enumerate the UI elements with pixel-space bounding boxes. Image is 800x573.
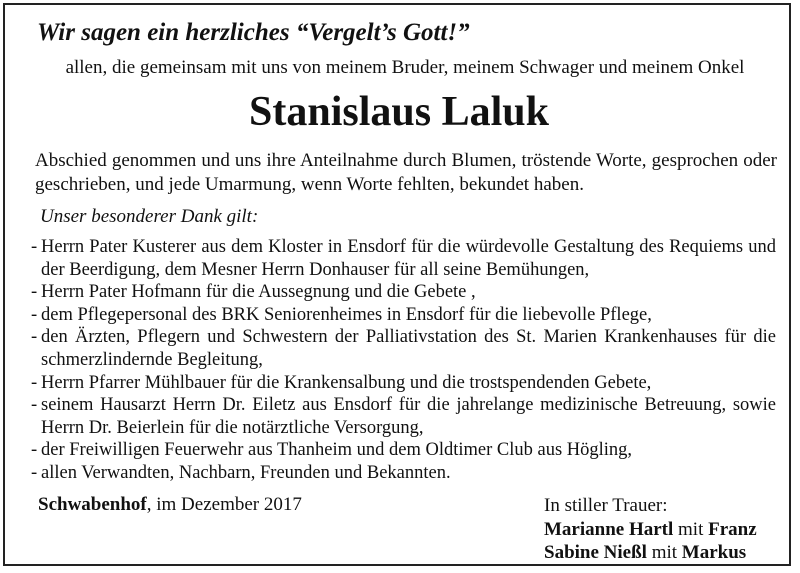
list-item (31, 326, 776, 371)
bullet-dash: - (31, 462, 38, 483)
list-item-text: Herrn Pfarrer Mühlbauer für die Krankensalbung und die trostspendenden Gebete, (41, 372, 652, 393)
thanks-paragraph: Abschied genommen und uns ihre Anteilnahme durch Blumen, tröstende Worte, gesprochen oder geschrieben, und jede Umarmung, wenn Worte fehlten, bekundet haben. (35, 150, 777, 195)
list-item (31, 281, 776, 304)
list-item-text: seinem Hausarzt Herrn Dr. Eiletz aus Ensdorf für die jahrelange medizinische Betreuung, sowie Herrn Dr. Beierlein für die notärztliche Versorgung, (41, 395, 776, 438)
deceased-name: Stanislaus Laluk (249, 89, 549, 135)
obituary-notice (3, 3, 791, 566)
mourner-connector: mit (673, 519, 709, 540)
date-text: , im Dezember 2017 (146, 494, 302, 515)
list-item (31, 394, 776, 439)
list-item (31, 304, 776, 327)
mourner-connector: mit (646, 542, 682, 563)
thanks-list (31, 236, 776, 485)
signature-line (544, 542, 746, 564)
mourner-partner: Franz (708, 519, 757, 540)
mourner-partner: Markus (681, 542, 747, 563)
notice-heading: Wir sagen ein herzliches “Vergelt’s Gott!” (37, 19, 470, 46)
signature-line (544, 519, 757, 541)
list-item-text: Herrn Pater Hofmann für die Aussegnung und die Gebete , (41, 282, 476, 303)
bullet-dash: - (31, 440, 38, 461)
bullet-dash: - (31, 282, 38, 303)
intro-text: allen, die gemeinsam mit uns von meinem Bruder, meinem Schwager und meinem Onkel (65, 57, 745, 78)
place-and-date (38, 494, 302, 516)
bullet-dash: - (31, 304, 38, 325)
mourner-name: Sabine Nießl (544, 542, 647, 563)
list-item-text: Herrn Pater Kusterer aus dem Kloster in Ensdorf für die würdevolle Gestaltung des Requiems und der Beerdigung, dem Mesner Herrn Donhauser für all seine Bemühungen, (41, 237, 776, 280)
bullet-dash: - (31, 372, 38, 393)
mourner-name: Marianne Hartl (544, 519, 674, 540)
place-name: Schwabenhof (38, 494, 147, 515)
list-item-text: dem Pflegepersonal des BRK Seniorenheimes in Ensdorf für die liebevolle Pflege, (41, 304, 652, 325)
list-item (31, 372, 776, 395)
list-item-text: den Ärzten, Pflegern und Schwestern der Palliativstation des St. Marien Krankenhauses für die schmerzlindernde Begleitung, (41, 327, 776, 370)
list-item (31, 462, 776, 485)
list-item (31, 236, 776, 281)
list-item-text: der Freiwilligen Feuerwehr aus Thanheim und dem Oldtimer Club aus Högling, (41, 440, 633, 461)
list-item (31, 439, 776, 462)
bullet-dash: - (31, 237, 38, 257)
list-item-text: allen Verwandten, Nachbarn, Freunden und Bekannten. (41, 462, 451, 483)
bullet-dash: - (31, 327, 38, 348)
special-thanks-heading: Unser besonderer Dank gilt: (40, 206, 259, 227)
mourning-title: In stiller Trauer: (544, 495, 668, 516)
bullet-dash: - (31, 395, 38, 416)
